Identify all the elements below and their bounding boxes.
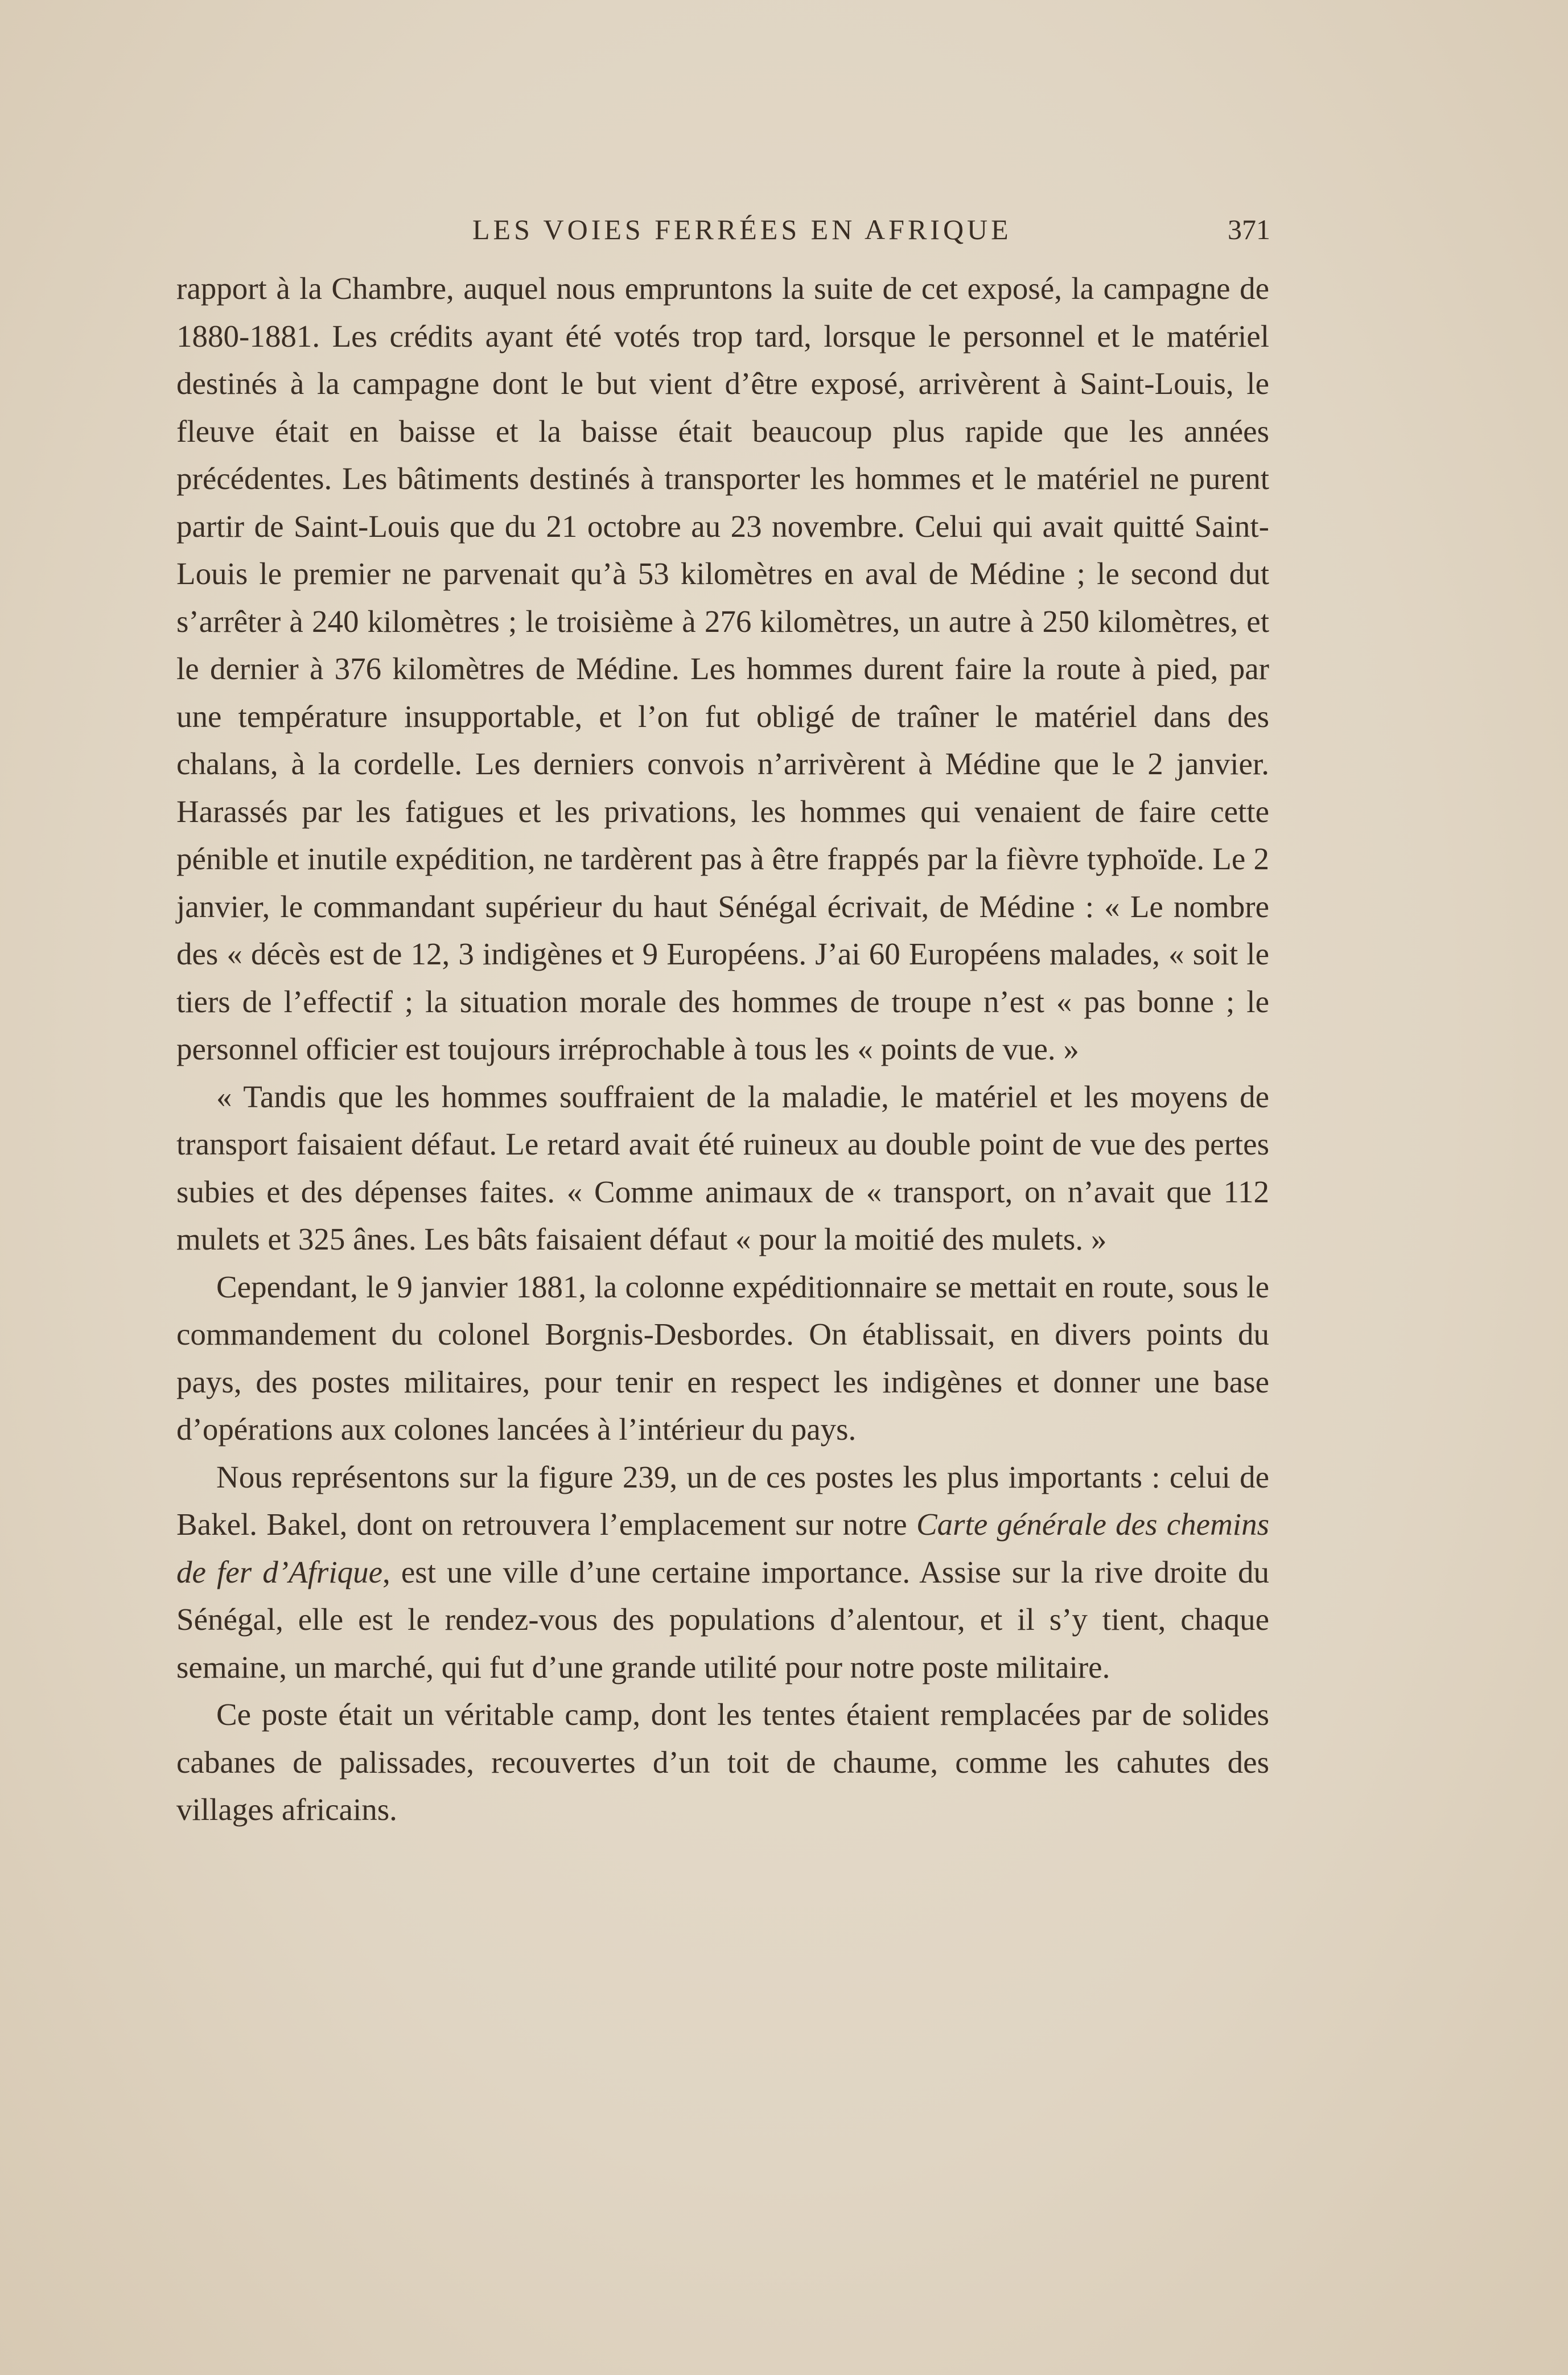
paragraph-bakel-text-start: Nous représentons sur la figure 239, un de ces postes les plus importants : celui de Bakel. Bakel, dont on retrouvera l’emplacement sur notre — [176, 1459, 1269, 1542]
paragraph-report-campaign: rapport à la Chambre, auquel nous empruntons la suite de cet exposé, la campagne de 1880-1881. Les crédits ayant été votés trop tard, lorsque le personnel et le matériel destinés à la campagne dont le but vient d’être exposé, arrivèrent à Saint-Louis, le fleuve était en baisse et la baisse était beaucoup plus rapide que les années précédentes. Les bâtiments destinés à transporter les hommes et le matériel ne purent partir de Saint-Louis que du 21 octobre au 23 novembre. Celui qui avait quitté Saint-Louis le premier ne parvenait qu’à 53 kilomètres en aval de Médine ; le second dut s’arrêter à 240 kilomètres ; le troisième à 276 kilomètres, un autre à 250 kilomètres, et le dernier à 376 kilomètres de Médine. Les hommes durent faire la route à pied, par une température insupportable, et l’on fut obligé de traîner le matériel dans des chalans, à la cordelle. Les derniers convois n’arrivèrent à Médine que le 2 janvier. Harassés par les fatigues et les privations, les hommes qui venaient de faire cette pénible et inutile expédition, ne tardèrent pas à être frappés par la fièvre typhoïde. Le 2 janvier, le commandant supérieur du haut Sénégal écrivait, de Médine : « Le nombre des « décès est de 12, 3 indigènes et 9 Européens. J’ai 60 Européens malades, « soit le tiers de l’effectif ; la situation morale des hommes de troupe n’est « pas bonne ; le personnel officier est toujours irréprochable à tous les « points de vue. » — [176, 271, 1269, 1066]
paragraph-column-departure: Cependant, le 9 janvier 1881, la colonne expéditionnaire se mettait en route, sous le commandement du colonel Borgnis-Desbordes. On établissait, en divers points du pays, des postes militaires, pour tenir en respect les indigènes et donner une base d’opérations aux colones lancées à l’intérieur du pays. — [176, 1269, 1269, 1447]
map-title-reference: Carte générale des chemins de fer d’Afrique — [176, 1507, 1269, 1589]
body-text — [176, 265, 1269, 1834]
paragraph-camp-description: Ce poste était un véritable camp, dont les tentes étaient remplacées par de solides cabanes de palissades, recouvertes d’un toit de chaume, comme les cahutes des villages africains. — [176, 1697, 1269, 1827]
page-number: 371 — [1228, 213, 1270, 245]
paragraph-bakel-post — [176, 1453, 1269, 1691]
paragraph-bakel-text-end: , est une ville d’une certaine importance. Assise sur la rive droite du Sénégal, elle est le rendez-vous des populations d’alentour, et il s’y tient, chaque semaine, un marché, qui fut d’une grande utilité pour notre poste militaire. — [176, 1554, 1270, 1684]
running-header — [176, 209, 1269, 249]
paragraph-transport-shortage: « Tandis que les hommes souffraient de la maladie, le matériel et les moyens de transport faisaient défaut. Le retard avait été ruineux au double point de vue des pertes subies et des dépenses faites. « Comme animaux de « transport, on n’avait que 112 mulets et 325 ânes. Les bâts faisaient défaut « pour la moitié des mulets. » — [176, 1079, 1269, 1256]
running-title: LES VOIES FERRÉES EN AFRIQUE — [472, 213, 1012, 245]
